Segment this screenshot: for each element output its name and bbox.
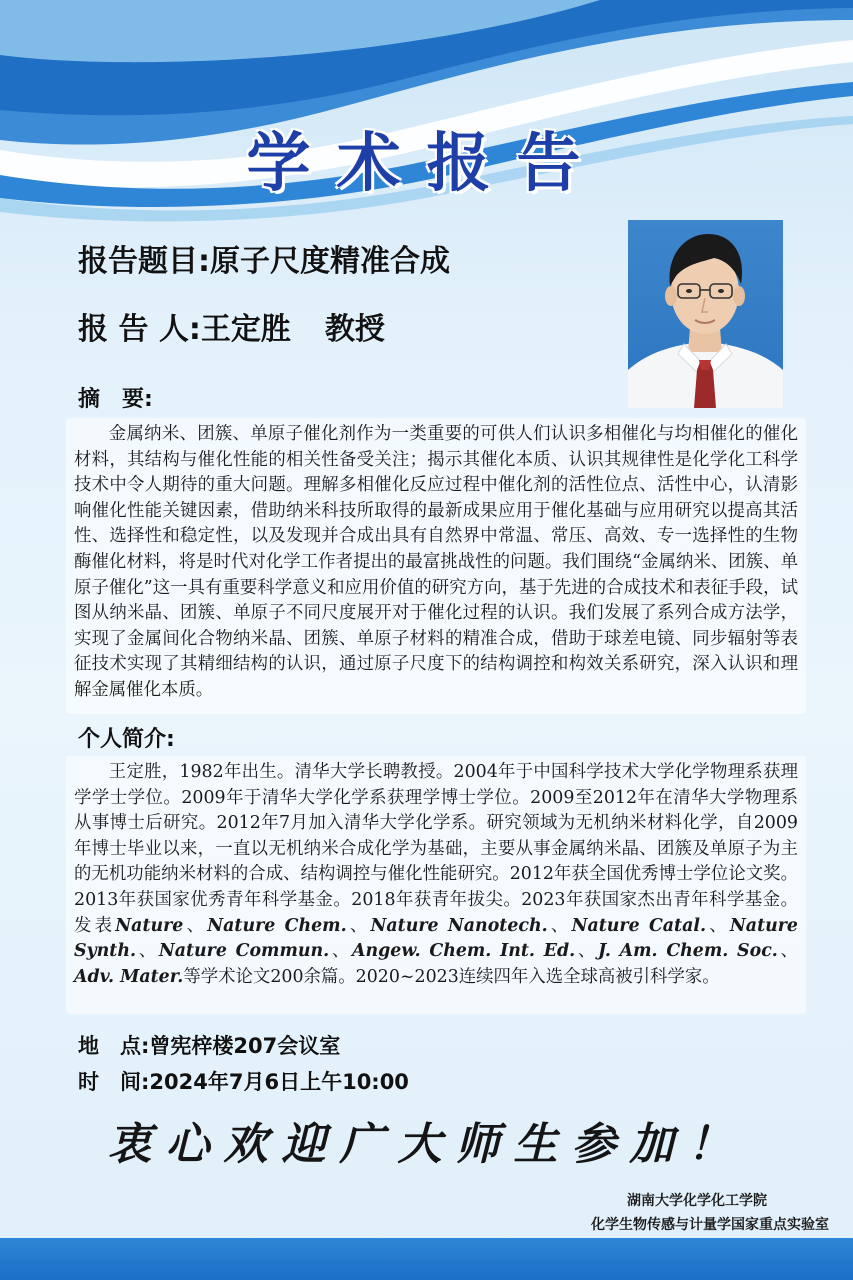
time-text: 2024年7月6日上午10:00: [149, 1070, 409, 1094]
bio-part2: 等学术论文200余篇。2020~2023连续四年入选全球高被引科学家。: [183, 966, 720, 987]
journal-name: J. Am. Chem. Soc.: [597, 941, 778, 962]
bio-label: 个人简介:: [78, 727, 175, 752]
footer-bar: [0, 1238, 853, 1280]
welcome-slogan: 衷心欢迎广大师生参加！: [107, 1119, 746, 1170]
bio-panel: [66, 756, 806, 1014]
abstract-label: 摘 要:: [78, 387, 153, 412]
journal-separator: 、: [136, 941, 159, 962]
journal-name: Angew. Chem. Int. Ed.: [351, 941, 576, 962]
journal-name: Nature Chem.: [207, 915, 347, 936]
journal-separator: 、: [547, 915, 572, 936]
speaker-line: [78, 304, 385, 348]
journal-separator: 、: [183, 915, 208, 936]
journal-separator: 、: [777, 941, 798, 962]
speaker-photo: [628, 220, 783, 408]
speaker-name: 王定胜: [200, 312, 291, 347]
journal-name: Nature Catal.: [571, 915, 707, 936]
journal-separator: 、: [329, 941, 352, 962]
speaker-portrait-illustration: [628, 220, 783, 408]
journal-separator: 、: [346, 915, 371, 936]
venue-line: [78, 1030, 340, 1060]
abstract-text: 金属纳米、团簇、单原子催化剂作为一类重要的可供人们认识多相催化与均相催化的催化材料，其结构与催化性能的相关性备受关注；揭示其催化本质、认识其规律性是化学化工科学技术中令人期待的重大问题。理解多相催化反应过程中催化剂的活性位点、活性中心，认清影响催化性能关键因素，借助纳米科技所取得的最新成果应用于催化基础与应用研究以提高其活性、选择性和稳定性，以及发现并合成出具有自然界中常温、常压、高效、专一选择性的生物酶催化材料，将是时代对化学工作者提出的最富挑战性的问题。我们围绕“金属纳米、团簇、单原子催化”这一具有重要科学意义和应用价值的研究方向，基于先进的合成技术和表征手段，试图从纳米晶、团簇、单原子不同尺度展开对于催化过程的认识。我们发展了系列合成方法学，实现了金属间化合物纳米晶、团簇、单原子材料的精准合成，借助于球差电镜、同步辐射等表征技术实现了其精细结构的认识，通过原子尺度下的结构调控和构效关系研究，深入认识和理解金属催化本质。: [74, 424, 798, 700]
bio-text: [74, 760, 798, 990]
bio-part1: 王定胜，1982年出生。清华大学长聘教授。2004年于中国科学技术大学化学物理系获理学学士学位。2009年于清华大学化学系获理学博士学位。2009至2012年在清华大学物理系从事博士后研究。2012年7月加入清华大学化学系。研究领域为无机纳米材料化学，自2009年博士毕业以来，一直以无机纳米合成化学为基础，主要从事金属纳米晶、团簇及单原子为主的无机功能纳米材料的合成、结构调控与催化性能研究。2012年获全国优秀博士学位论文奖。2013年获国家优秀青年科学基金。2018年获青年拔尖。2023年获国家杰出青年科学基金。发表: [74, 762, 798, 936]
journal-name: Nature: [115, 915, 184, 936]
speaker-title: 教授: [324, 312, 385, 347]
time-label: 时 间:: [78, 1070, 150, 1094]
topic-line: [78, 236, 450, 280]
journal-name: Nature Nanotech.: [370, 915, 548, 936]
journal-name: Adv. Mater.: [74, 966, 184, 987]
journal-separator: 、: [575, 941, 598, 962]
venue-label: 地 点:: [78, 1034, 150, 1058]
organizer-line-2: 化学生物传感与计量学国家重点实验室: [591, 1217, 829, 1233]
abstract-panel: [66, 418, 806, 714]
journal-name: Nature Commun.: [158, 941, 330, 962]
venue-text: 曾宪梓楼207会议室: [149, 1034, 341, 1058]
speaker-label: 报 告 人:: [78, 312, 201, 347]
topic-text: 原子尺度精准合成: [210, 244, 450, 279]
time-line: [78, 1066, 409, 1096]
poster-title: 学术报告: [246, 127, 607, 201]
topic-label: 报告题目:: [78, 244, 210, 279]
journal-separator: 、: [706, 915, 730, 936]
organizer-line-1: 湖南大学化学化工学院: [627, 1193, 767, 1209]
journal-name: Nature Synth.: [74, 915, 798, 962]
